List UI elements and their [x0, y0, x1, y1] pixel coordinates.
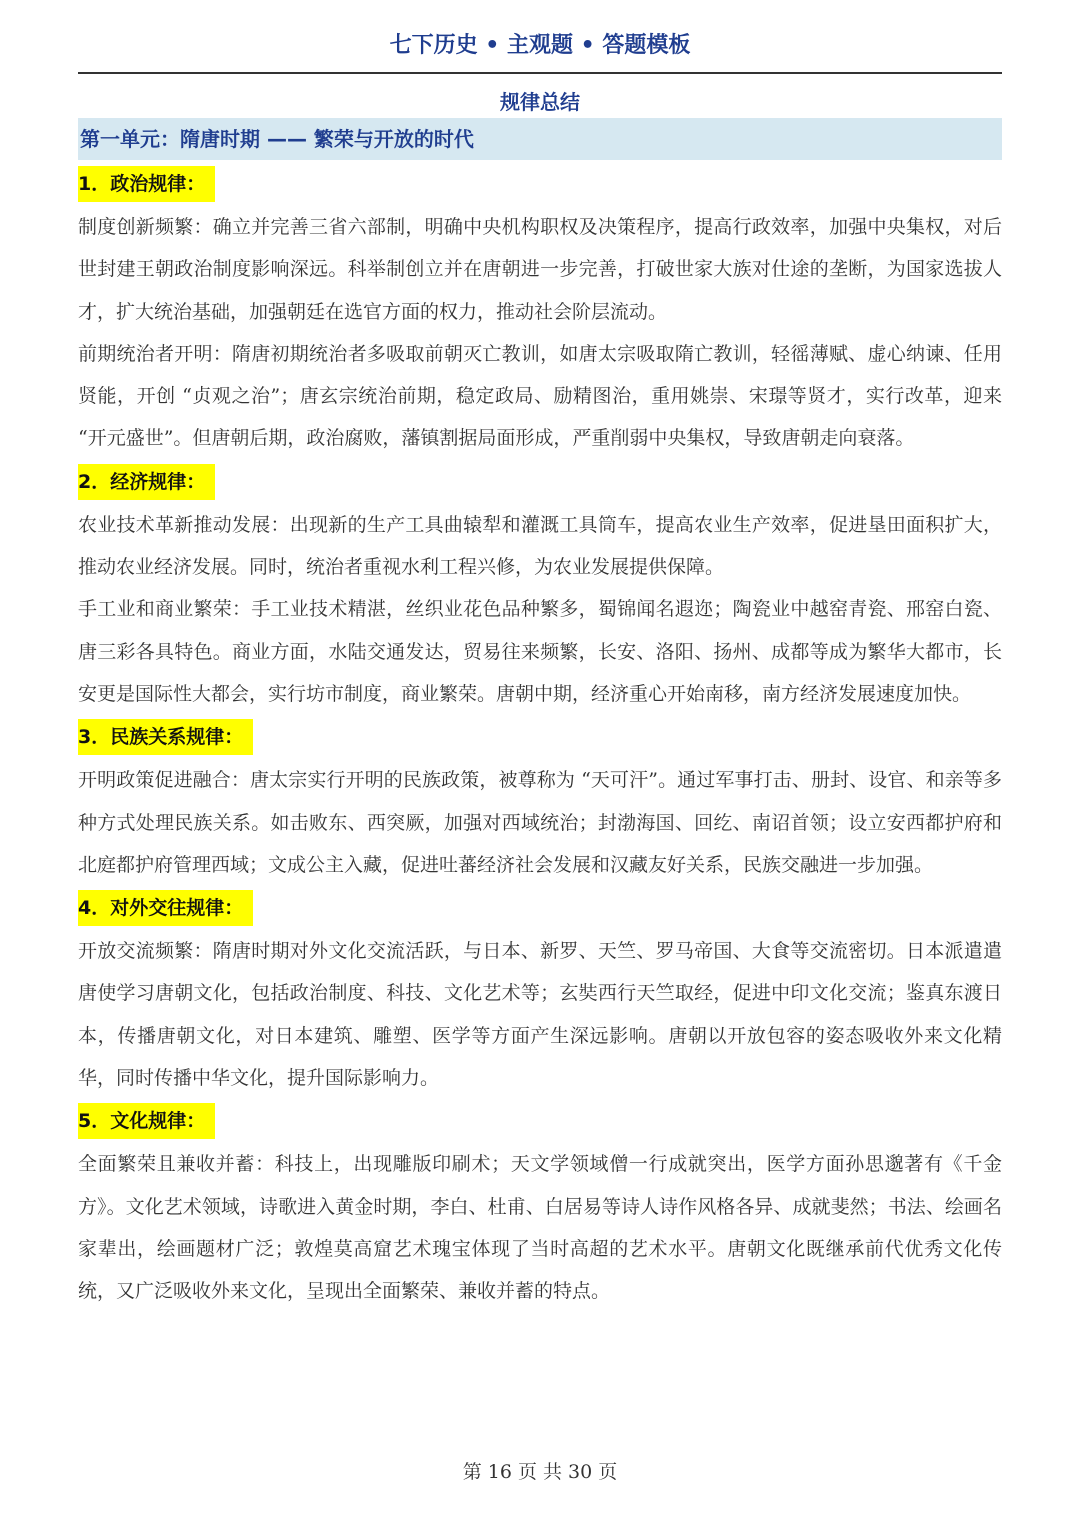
unit-banner: 第一单元：隋唐时期 —— 繁荣与开放的时代 [78, 118, 1002, 160]
document-header-title: 七下历史 • 主观题 • 答题模板 [389, 33, 691, 58]
paragraph: 全面繁荣且兼收并蓄：科技上，出现雕版印刷术；天文学领域僧一行成就突出，医学方面孙思邈著有《千金方》。文化艺术领域，诗歌进入黄金时期，李白、杜甫、白居易等诗人诗作风格各异、成就斐然；书法、绘画名家辈出，绘画题材广泛；敦煌莫高窟艺术瑰宝体现了当时高超的艺术水平。唐朝文化既继承前代优秀文化传统，又广泛吸收外来文化，呈现出全面繁荣、兼收并蓄的特点。 [78, 1153, 1002, 1303]
section-foreign-relations [78, 886, 1002, 1099]
document-body [78, 162, 1002, 1313]
paragraph: 开放交流频繁：隋唐时期对外文化交流活跃，与日本、新罗、天竺、罗马帝国、大食等交流密切。日本派遣遣唐使学习唐朝文化，包括政治制度、科技、文化艺术等；玄奘西行天竺取经，促进中印文化交流；鉴真东渡日本，传播唐朝文化，对日本建筑、雕塑、医学等方面产生深远影响。唐朝以开放包容的姿态吸收外来文化精华，同时传播中华文化，提升国际影响力。 [78, 940, 1002, 1090]
section-ethnic-relations [78, 715, 1002, 886]
section-political [78, 162, 1002, 460]
section-heading: 4．对外交往规律： [78, 890, 253, 926]
section-heading: 5．文化规律： [78, 1103, 215, 1139]
section-culture [78, 1099, 1002, 1312]
section-heading: 2．经济规律： [78, 464, 215, 500]
paragraph: 开明政策促进融合：唐太宗实行开明的民族政策，被尊称为 “天可汗”。通过军事打击、册封、设官、和亲等多种方式处理民族关系。如击败东、西突厥，加强对西域统治；封渤海国、回纥、南诏首领；设立安西都护府和北庭都护府管理西域；文成公主入藏，促进吐蕃经济社会发展和汉藏友好关系，民族交融进一步加强。 [78, 769, 1002, 876]
paragraph: 农业技术革新推动发展：出现新的生产工具曲辕犁和灌溉工具筒车，提高农业生产效率，促进垦田面积扩大，推动农业经济发展。同时，统治者重视水利工程兴修，为农业发展提供保障。 [78, 513, 1002, 579]
section-heading: 1．政治规律： [78, 166, 215, 202]
page-number: 第 16 页 共 30 页 [462, 1461, 618, 1483]
section-title: 规律总结 [500, 90, 580, 114]
paragraph: 制度创新频繁：确立并完善三省六部制，明确中央机构职权及决策程序，提高行政效率，加强中央集权，对后世封建王朝政治制度影响深远。科举制创立并在唐朝进一步完善，打破世家大族对仕途的垄断，为国家选拔人才，扩大统治基础，加强朝廷在选官方面的权力，推动社会阶层流动。 [78, 216, 1002, 323]
section-economic [78, 460, 1002, 715]
section-heading: 3．民族关系规律： [78, 719, 253, 755]
paragraph: 前期统治者开明：隋唐初期统治者多吸取前朝灭亡教训，如唐太宗吸取隋亡教训，轻徭薄赋、虚心纳谏、任用贤能，开创 “贞观之治”；唐玄宗统治前期，稳定政局、励精图治，重用姚崇、宋璟等贤才，实行改革，迎来 “开元盛世”。但唐朝后期，政治腐败，藩镇割据局面形成，严重削弱中央集权，导致唐朝走向衰落。 [78, 342, 1002, 450]
paragraph: 手工业和商业繁荣：手工业技术精湛，丝织业花色品种繁多，蜀锦闻名遐迩；陶瓷业中越窑青瓷、邢窑白瓷、唐三彩各具特色。商业方面，水陆交通发达，贸易往来频繁，长安、洛阳、扬州、成都等成为繁华大都市，长安更是国际性大都会，实行坊市制度，商业繁荣。唐朝中期，经济重心开始南移，南方经济发展速度加快。 [78, 598, 1002, 705]
header-divider [78, 72, 1002, 74]
